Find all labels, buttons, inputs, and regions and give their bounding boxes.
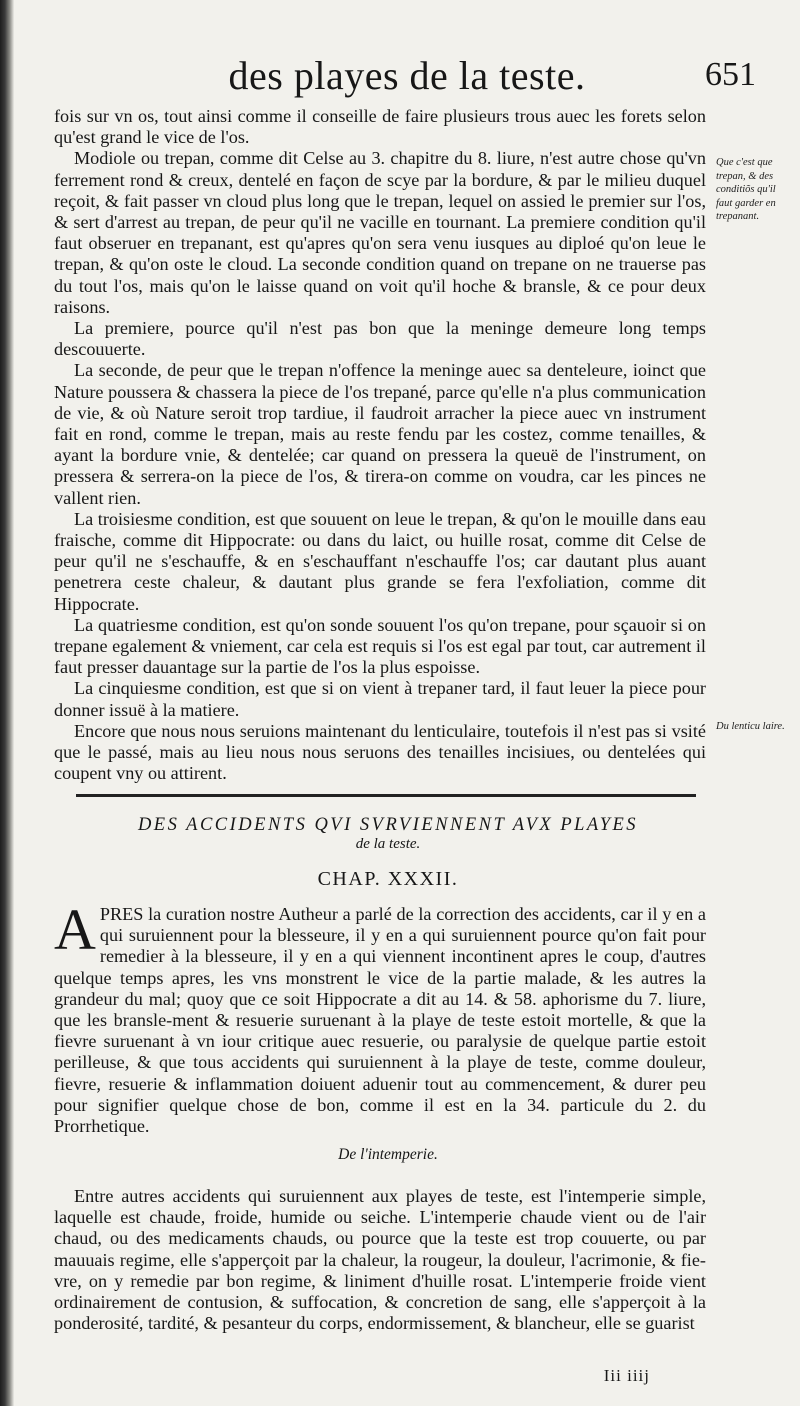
section-rule (76, 794, 696, 797)
paragraph-quatriesme: La quatriesme condition, est qu'on sonde souuent l'os qu'on trepane, pour sçauoir si on trepane egalement & vniement, car cela est requis si l'os est egal par tout, car autrement il faut presser dauantage sur la partie de l'os la plus espoisse. (54, 614, 706, 678)
paragraph-intemperie: Entre autres accidents qui suruiennent aux playes de teste, est l'intemperie simple, laquelle est chaude, froide, humide ou seiche. L'intemperie chaude vient ou de l'air chaud, ou des medicaments chauds, ou pource que la teste est trop couuerte, ou par mauuais regime, elle s'apperçoit par la chaleur, la rougeur, la douleur, l'acrimonie, & fie-vre, on y remedie par bon regime, & liniment d'huille rosat. L'intemperie froide vient ordinairement de contusion, & suffocation, & concretion de sang, elle s'apperçoit à la ponderosité, tardité, & pesanteur du corps, endormissement, & blancheur, elle se guarist (54, 1186, 706, 1334)
binding-gutter (0, 0, 14, 1406)
chapter-number: CHAP. XXXII. (317, 868, 459, 890)
paragraph-premiere: La premiere, pource qu'il n'est pas bon que la meninge demeure long temps descouuerte. (54, 318, 706, 360)
margin-note-trepan: Que c'est que trepan, & des conditiõs qu'il faut garder en trepanant. (716, 157, 776, 222)
body-text-top (54, 106, 706, 785)
page-number: 651 (705, 56, 756, 93)
running-head: des playes de la teste. (228, 53, 586, 98)
chapter-paragraph: PRES la curation nostre Autheur a parlé de la correction des accidents, car il y en a qui suruiennent pour la blesseure, il y en a qui suruiennent pource qu'on fait pour remedier à la blesseure, il y en a qui viennent incontinent apres le coup, d'autres quelque temps apres, les vns monstrent le vice de la partie malade, & les autres la grandeur du mal; quoy que ce soit Hippocrate a dit au 14. & 58. aphorisme du 7. liure, que les bransle-ment & resuerie suruenant à la playe de teste estoit mortelle, & que la fievre suruenant à vn iour critique auec resuerie, ou paralysie de quelque partie estoit perilleuse, & que tous accidents qui suruiennent à la playe de teste, comme douleur, fievre, resuerie & inflammation doiuent aduenir tout au commencement, & durer peu pour signifier quelque chose de bon, comme il est en la 34. particule du 2. du Prorrhetique. (54, 904, 706, 1137)
book-page (14, 0, 800, 1406)
chapter-subtitle: de la teste. (355, 836, 421, 852)
paragraph-lenticulaire: Encore que nous nous seruions maintenant du lenticulaire, toutefois il n'est pas si vsité que le passé, mais au lieu nous nous seruons des tenailles incisiues, ou dentelées qui coupent vny ou attirent. (54, 720, 706, 784)
drop-cap: A (54, 897, 96, 962)
chapter-body (54, 897, 706, 1137)
chapter-title: DES ACCIDENTS QVI SVRVIENNENT AVX PLAYES (137, 815, 639, 835)
page-header (14, 52, 800, 112)
paragraph-troisiesme: La troisiesme condition, est que souuent on leue le trepan, & qu'on le mouille dans eau fraische, comme dit Hippocrate: ou dans du laict, ou huille rosat, comme dit Celse de peur qu'il ne s'eschauffe, & en s'eschauffant n'eschauffe l'os; car dautant plus auant penetrera ceste chaleur, & dautant plus grande se fera l'exfoliation, comme dit Hippocrate. (54, 508, 706, 614)
paragraph-continuation: fois sur vn os, tout ainsi comme il conseille de faire plusieurs trous auec les forets selon qu'est grand le vice de l'os. (54, 106, 706, 148)
section-body (54, 1186, 706, 1334)
paragraph-seconde: La seconde, de peur que le trepan n'offence la meninge auec sa denteleure, ioinct que Nature poussera & chassera la piece de l'os trepané, parce qu'elle n'a plus communication de vie, & où Nature seroit trop tardiue, il faudroit arracher la piece auec vn instrument fait en rond, comme le trepan, mais au reste fendu par les costez, comme tenailles, & ayant la bordure vnie, & dentelée; car quand on pressera la queuë de l'instrument, on pressera & serrera-on la piece de l'os, & tirera-on comme on voudra, car les pinces ne vallent rien. (54, 360, 706, 508)
signature-mark: Iii iiij (603, 1366, 650, 1385)
paragraph-cinquiesme: La cinquiesme condition, est que si on vient à trepaner tard, il faut leuer la piece pour donner issuë à la matiere. (54, 678, 706, 720)
section-heading: De l'intemperie. (338, 1146, 438, 1163)
margin-note-lenticulaire: Du lenticu laire. (716, 721, 785, 732)
paragraph-modiole: Modiole ou trepan, comme dit Celse au 3. chapitre du 8. liure, n'est autre chose qu'vn ferrement rond & creux, dentelé en façon de scye par la bordure, & par le milieu duquel reçoit, & fait passer vn cloud plus long que le trepan, lequel on assied le premier sur l'os, & sert d'arrest au trepan, de peur qu'il ne vacille en tournant. La premiere condition qu'il faut obseruer en trepanant, est qu'apres qu'on sera venu iusques au diploé qu'on leue le trepan, & qu'on oste le cloud. La seconde condition quand on trepane on ne trauerse pas du tout l'os, mais qu'on le laisse quand on voit qu'il hoche & bransle, & ce pour deux raisons. (54, 148, 706, 317)
